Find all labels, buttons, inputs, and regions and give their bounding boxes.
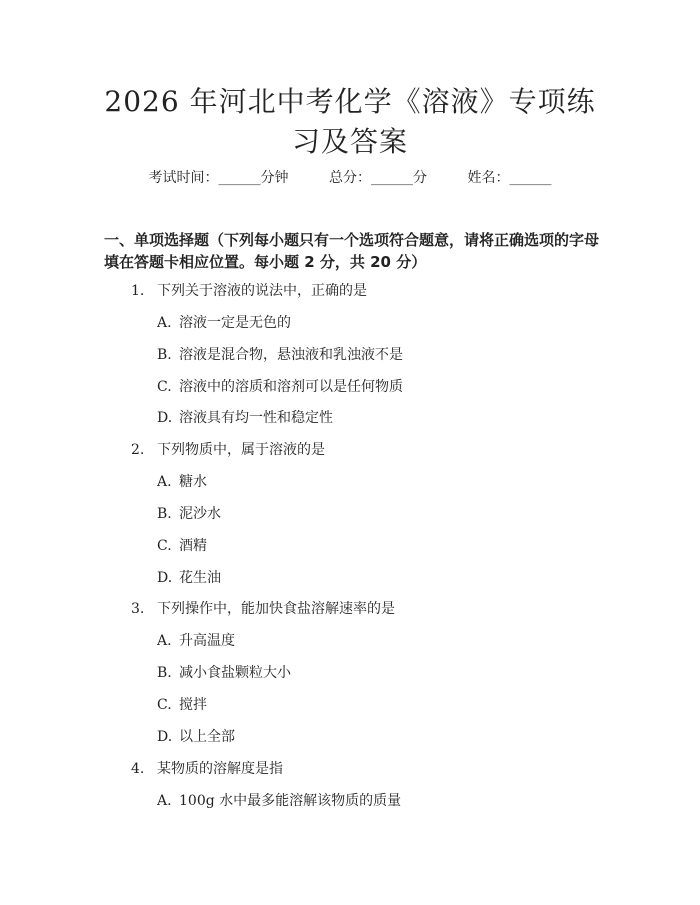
option-3a — [157, 631, 235, 651]
option-3c — [157, 695, 207, 715]
question-3 — [131, 599, 395, 619]
option-1c — [157, 377, 403, 397]
option-1b — [157, 345, 403, 365]
question-2 — [131, 440, 325, 460]
question-number: 3. — [131, 601, 145, 617]
question-text: 某物质的溶解度是指 — [157, 761, 283, 777]
option-text: 花生油 — [179, 570, 221, 586]
section-heading: 一、单项选择题（下列每小题只有一个选项符合题意，请将正确选项的字母填在答题卡相应位置。每小题 2 分，共 20 分） — [104, 231, 600, 271]
option-letter: D. — [157, 729, 173, 745]
option-letter: A. — [157, 315, 172, 331]
question-text: 下列操作中，能加快食盐溶解速率的是 — [157, 601, 395, 617]
option-text: 搅拌 — [179, 697, 207, 713]
question-number: 4. — [131, 761, 145, 777]
option-text: 酒精 — [179, 538, 207, 554]
option-text: 以上全部 — [179, 729, 235, 745]
option-letter: A. — [157, 474, 172, 490]
option-letter: D. — [157, 570, 173, 586]
question-number: 2. — [131, 442, 145, 458]
question-number: 1. — [131, 283, 145, 299]
question-4 — [131, 759, 283, 779]
option-2c — [157, 536, 207, 556]
option-text: 溶液是混合物，悬浊液和乳浊液不是 — [179, 347, 403, 363]
option-text: 100g 水中最多能溶解该物质的质量 — [179, 793, 402, 809]
option-text: 溶液中的溶质和溶剂可以是任何物质 — [179, 379, 403, 395]
option-letter: B. — [157, 665, 172, 681]
student-name-field: 姓名：______ — [467, 170, 552, 186]
option-letter: A. — [157, 633, 172, 649]
question-text: 下列物质中，属于溶液的是 — [157, 442, 325, 458]
option-1a — [157, 313, 291, 333]
option-2a — [157, 472, 207, 492]
option-3b — [157, 663, 291, 683]
question-text: 下列关于溶液的说法中，正确的是 — [157, 283, 367, 299]
option-2d — [157, 568, 221, 588]
total-score-field: 总分：______分 — [329, 170, 427, 186]
option-letter: C. — [157, 697, 172, 713]
option-letter: C. — [157, 379, 172, 395]
option-letter: A. — [157, 793, 172, 809]
option-text: 溶液具有均一性和稳定性 — [179, 410, 333, 426]
option-1d — [157, 408, 333, 428]
option-text: 溶液一定是无色的 — [179, 315, 291, 331]
option-letter: D. — [157, 410, 173, 426]
exam-time-field: 考试时间：______分钟 — [148, 170, 289, 186]
option-3d — [157, 727, 235, 747]
option-4a — [157, 791, 401, 811]
option-letter: C. — [157, 538, 172, 554]
option-2b — [157, 504, 221, 524]
exam-info-line — [0, 168, 700, 188]
option-text: 减小食盐颗粒大小 — [179, 665, 291, 681]
option-letter: B. — [157, 506, 172, 522]
option-text: 糖水 — [179, 474, 207, 490]
document-title: 2026 年河北中考化学《溶液》专项练习及答案 — [104, 85, 596, 158]
question-1 — [131, 281, 367, 301]
option-text: 泥沙水 — [179, 506, 221, 522]
option-text: 升高温度 — [179, 633, 235, 649]
option-letter: B. — [157, 347, 172, 363]
